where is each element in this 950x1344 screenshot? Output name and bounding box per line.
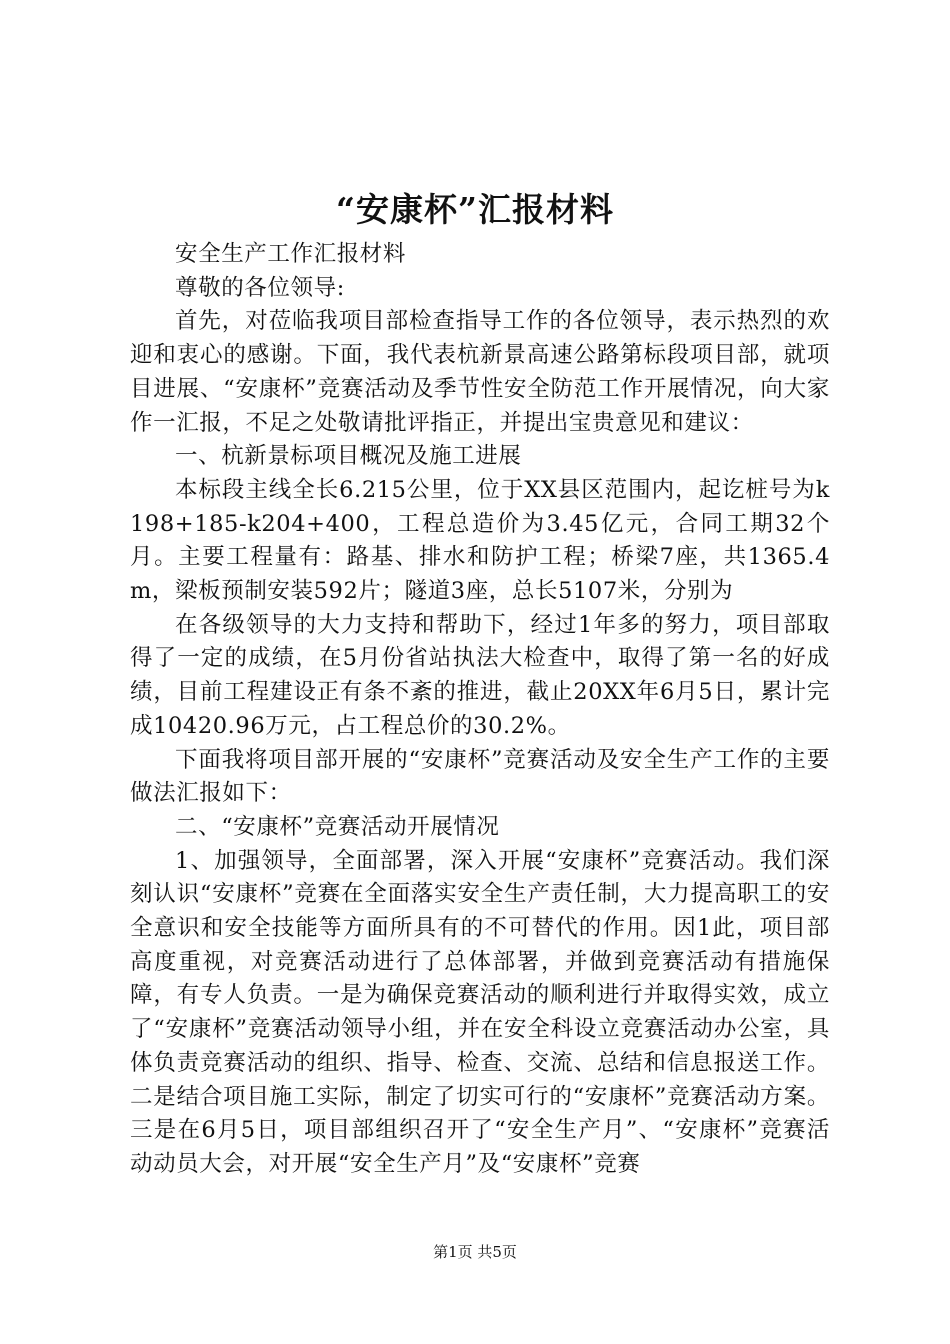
paragraph-subtitle: 安全生产工作汇报材料 bbox=[175, 241, 407, 267]
document-title: “安康杯”汇报材料 bbox=[336, 190, 614, 229]
paragraph-transition: 下面我将项目部开展的“安康杯”竞赛活动及安全生产工作的主要做法汇报如下： bbox=[130, 746, 830, 807]
paragraph-progress: 在各级领导的大力支持和帮助下，经过1年多的努力，项目部取得了一定的成绩，在5月份省站执法大检查中，取得了第一名的好成绩，目前工程建设正有条不紊的推进，截止20XX年6月5日，累计完成10420.96万元，占工程总价的30.2%。 bbox=[130, 611, 830, 739]
section-heading-2: 二、“安康杯”竞赛活动开展情况 bbox=[175, 813, 500, 840]
paragraph-leadership: 1、加强领导，全面部署，深入开展“安康杯”竞赛活动。我们深刻认识“安康杯”竞赛在全面落实安全生产责任制，大力提高职工的安全意识和安全技能等方面所具有的不可替代的作用。因1此，项目部高度重视，对竞赛活动进行了总体部署，并做到竞赛活动有措施保障，有专人负责。一是为确保竞赛活动的顺利进行并取得实效，成立了“安康杯”竞赛活动领导小组，并在安全科设立竞赛活动办公室，具体负责竞赛活动的组织、指导、检查、交流、总结和信息报送工作。二是结合项目施工实际，制定了切实可行的“安康杯”竞赛活动方案。三是在6月5日，项目部组织召开了“安全生产月”、“安康杯”竞赛活动动员大会，对开展“安全生产月”及“安康杯”竞赛 bbox=[130, 847, 830, 1177]
section-heading-1: 一、杭新景标项目概况及施工进展 bbox=[175, 443, 522, 470]
page-total: 共5页 bbox=[477, 1243, 517, 1261]
paragraph-intro: 首先，对莅临我项目部检查指导工作的各位领导，表示热烈的欢迎和衷心的感谢。下面，我代表杭新景高速公路第标段项目部，就项目进展、“安康杯”竞赛活动及季节性安全防范工作开展情况，向大家作一汇报，不足之处敬请批评指正，并提出宝贵意见和建议： bbox=[130, 308, 830, 436]
document-body bbox=[130, 238, 830, 1182]
page-footer bbox=[0, 1240, 950, 1264]
paragraph-salutation: 尊敬的各位领导: bbox=[175, 274, 345, 301]
page-number: 第1页 bbox=[433, 1243, 473, 1261]
paragraph-overview: 本标段主线全长6.215公里，位于XX县区范围内，起讫桩号为k198+185-k204+400，工程总造价为3.45亿元，合同工期32个月。主要工程量有：路基、排水和防护工程；桥梁7座，共1365.4m，梁板预制安装592片；隧道3座，总长5107米，分别为 bbox=[130, 476, 830, 605]
